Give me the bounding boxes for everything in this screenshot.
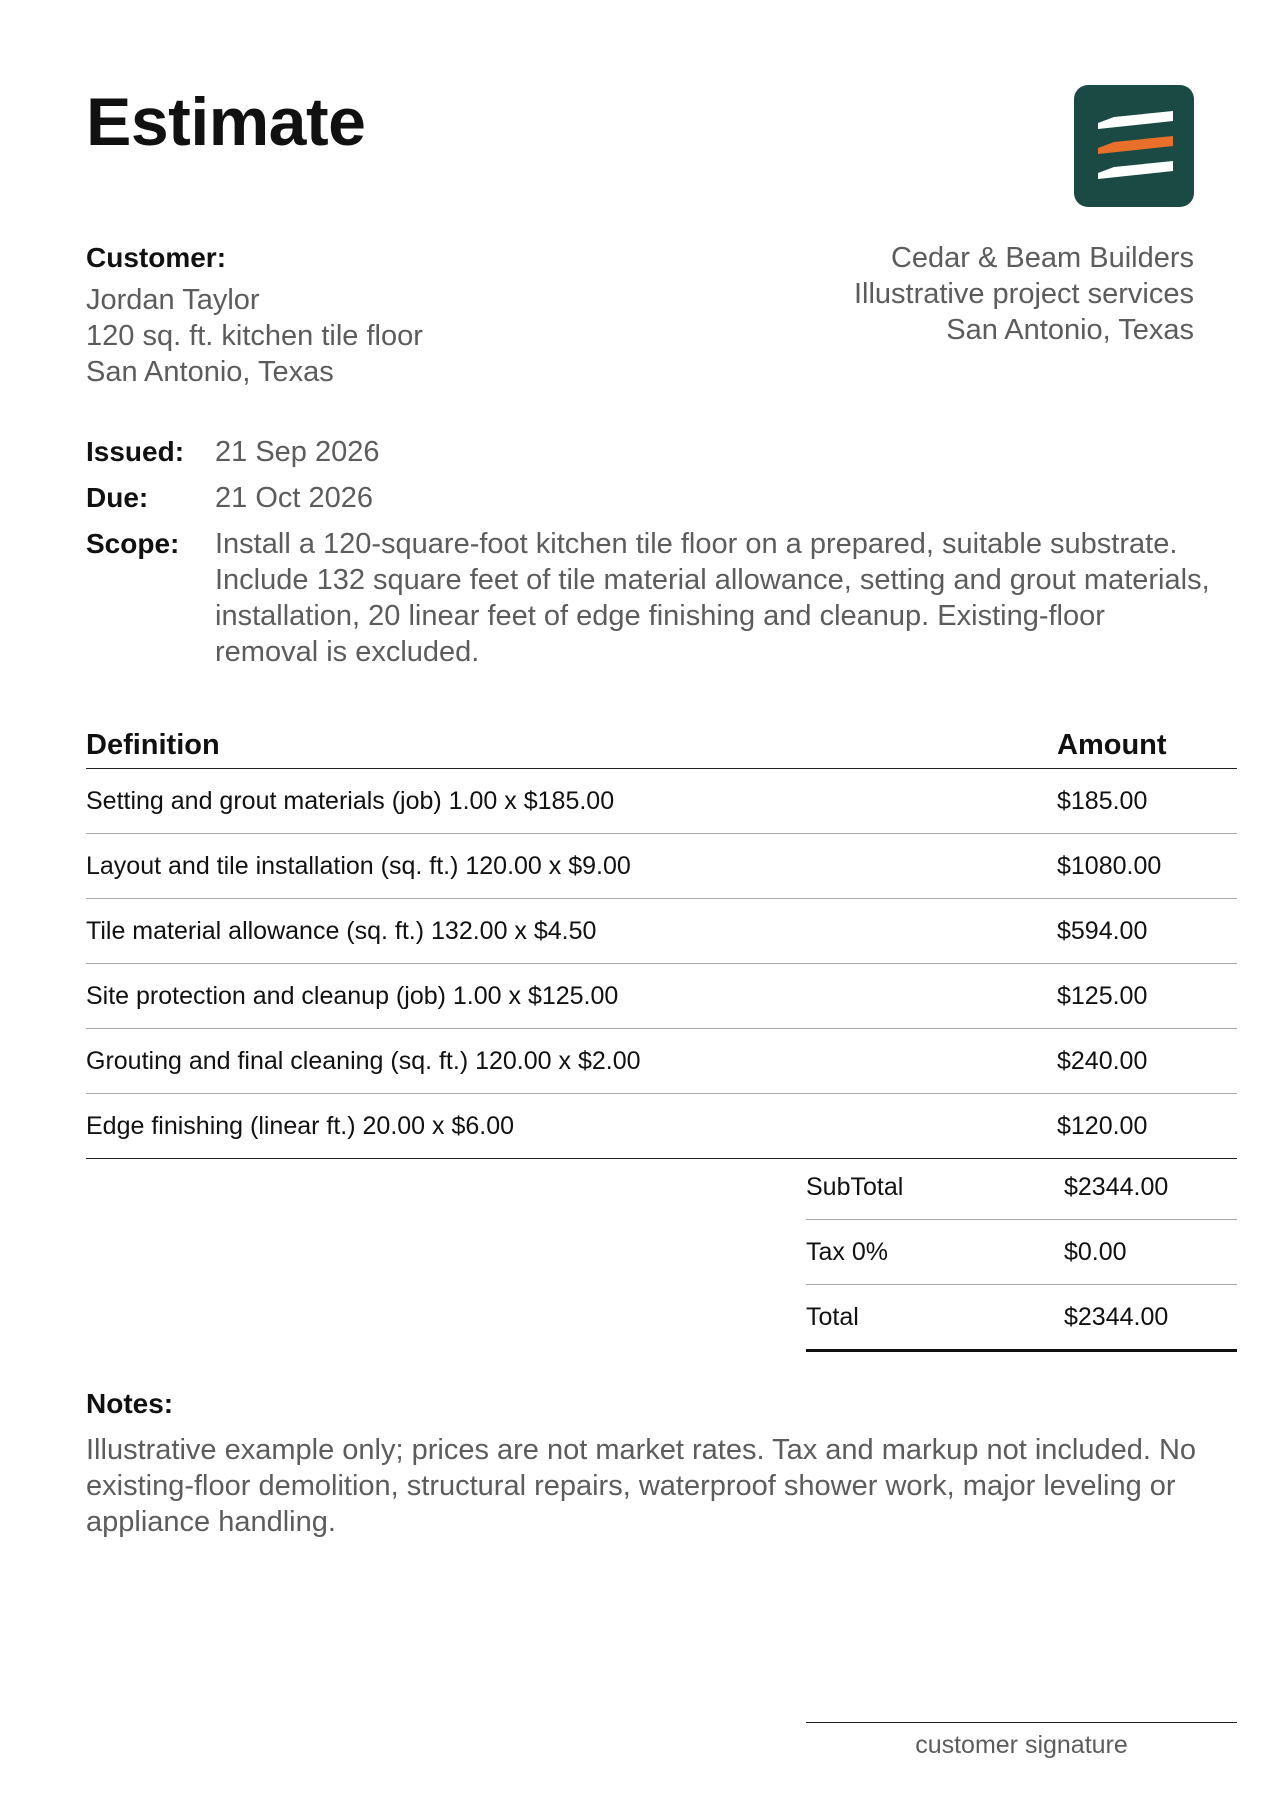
row-description: Setting and grout materials (job) 1.00 x $185.00 <box>86 786 615 815</box>
totals-table <box>806 1155 1237 1352</box>
line-items-table <box>86 720 1237 1159</box>
issued-label: Issued: <box>86 436 185 467</box>
company-tagline: Illustrative project services <box>853 278 1194 310</box>
document-title: Estimate <box>86 84 366 160</box>
row-amount: $185.00 <box>1057 786 1148 815</box>
customer-label: Customer: <box>86 242 227 273</box>
issued-date: 21 Sep 2026 <box>215 436 380 468</box>
total-label: Total <box>806 1302 859 1331</box>
notes-section <box>86 1386 1236 1540</box>
subtotal-label: SubTotal <box>806 1172 904 1201</box>
notes-label: Notes: <box>86 1388 174 1419</box>
notes-text: Illustrative example only; prices are not market rates. Tax and markup not included. No existing-floor demolition, structural repairs, waterproof shower work, major leveling or appliance handling. <box>86 1434 1197 1539</box>
table-row <box>86 834 1237 899</box>
table-row <box>86 1029 1237 1094</box>
row-amount: $1080.00 <box>1057 851 1162 880</box>
tax-label: Tax 0% <box>806 1237 888 1266</box>
row-description: Tile material allowance (sq. ft.) 132.00 x $4.50 <box>86 916 597 945</box>
table-row <box>86 769 1237 834</box>
table-header <box>86 720 1237 769</box>
total-value: $2344.00 <box>1064 1302 1169 1331</box>
definition-header: Definition <box>86 729 220 761</box>
table-row <box>86 964 1237 1029</box>
signature-caption: customer signature <box>915 1731 1128 1759</box>
tax-row <box>806 1220 1237 1285</box>
row-description: Edge finishing (linear ft.) 20.00 x $6.00 <box>86 1111 515 1140</box>
row-amount: $125.00 <box>1057 981 1148 1010</box>
subtotal-row <box>806 1155 1237 1220</box>
estimate-meta <box>86 434 1226 680</box>
row-description: Site protection and cleanup (job) 1.00 x $125.00 <box>86 981 619 1010</box>
tax-value: $0.00 <box>1064 1237 1127 1266</box>
amount-header: Amount <box>1057 729 1167 761</box>
row-description: Grouting and final cleaning (sq. ft.) 120.00 x $2.00 <box>86 1046 641 1075</box>
customer-block <box>86 240 423 390</box>
row-description: Layout and tile installation (sq. ft.) 120.00 x $9.00 <box>86 851 631 880</box>
signature-line[interactable] <box>806 1722 1237 1723</box>
row-amount: $240.00 <box>1057 1046 1148 1075</box>
scope-text: Install a 120-square-foot kitchen tile floor on a prepared, suitable substrate. Include 132 square feet of tile material allowance, setting and grout materials, installation, 20 linear feet of edge finishing and cleanup. Existing-floor removal is excluded. <box>215 528 1210 668</box>
total-row <box>806 1285 1237 1352</box>
signature-block <box>806 1722 1237 1760</box>
due-label: Due: <box>86 482 149 513</box>
table-row <box>86 899 1237 964</box>
scope-label: Scope: <box>86 528 180 559</box>
company-name: Cedar & Beam Builders <box>890 242 1194 274</box>
company-block <box>854 240 1194 348</box>
due-date: 21 Oct 2026 <box>215 482 373 514</box>
subtotal-value: $2344.00 <box>1064 1172 1169 1201</box>
customer-name: Jordan Taylor <box>86 284 260 317</box>
table-row <box>86 1094 1237 1159</box>
company-logo-icon <box>1074 85 1194 207</box>
customer-project: 120 sq. ft. kitchen tile floor <box>86 320 423 353</box>
company-location: San Antonio, Texas <box>946 314 1194 346</box>
row-amount: $594.00 <box>1057 916 1148 945</box>
row-amount: $120.00 <box>1057 1111 1148 1140</box>
customer-location: San Antonio, Texas <box>86 356 334 389</box>
